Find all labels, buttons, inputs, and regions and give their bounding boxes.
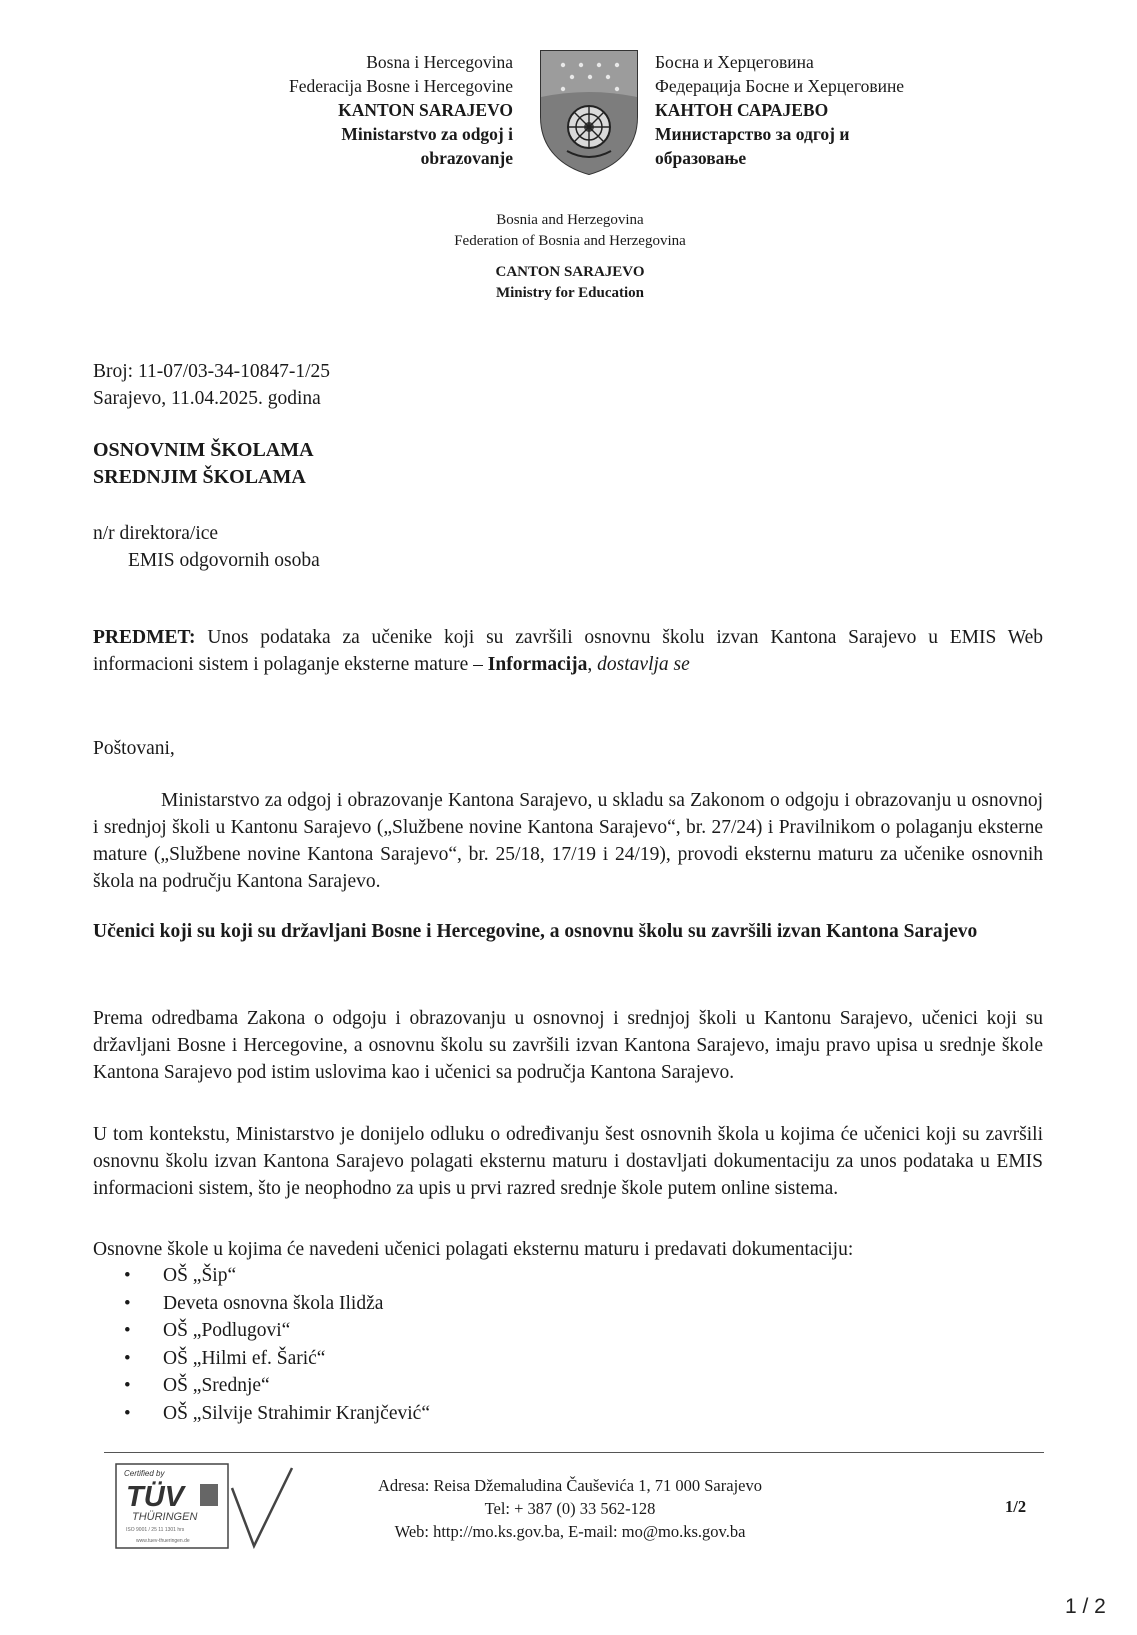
footer-contact xyxy=(340,1474,800,1543)
cert-region-text: THÜRINGEN xyxy=(132,1511,198,1523)
header-right-line5: образовање xyxy=(655,148,747,168)
header-right-line4: Министарство за одгој и xyxy=(655,124,850,144)
header-en-line3: CANTON SARAJEVO xyxy=(495,264,645,280)
list-item: • OŠ „Šip“ xyxy=(120,1262,430,1290)
greeting: Poštovani, xyxy=(93,738,175,759)
attention-line2: EMIS odgovornih osoba xyxy=(128,550,320,571)
header-left-block xyxy=(160,50,513,170)
footer-address: Adresa: Reisa Džemaludina Čauševića 1, 71 000 Sarajevo xyxy=(378,1476,762,1495)
footer-tel: Tel: + 387 (0) 33 562-128 xyxy=(484,1499,656,1518)
paragraph-3: U tom kontekstu, Ministarstvo je donijelo odluku o određivanju šest osnovnih škola u kojima će učenici koji su završili osnovnu školu izvan Kantona Sarajevo polagati eksternu maturu i dostavljati dokumentaciju za unos podataka u EMIS informacioni sistem, što je neophodno za upis u prvi razred srednje škole putem online sistema. xyxy=(93,1124,1043,1199)
subject-bold: Informacija xyxy=(487,654,588,675)
school-list xyxy=(120,1262,430,1427)
document-meta xyxy=(93,358,330,412)
header-left-line5: obrazovanje xyxy=(420,148,513,168)
cert-brand-text: TÜV xyxy=(126,1481,184,1513)
header-en-line1: Bosnia and Herzegovina xyxy=(496,212,644,228)
header-right-line3: КАНТОН САРАЈЕВО xyxy=(655,100,829,120)
subject-text: Unos podataka za učenike koji su završili osnovnu školu izvan Kantona Sarajevo u EMIS Web informacioni sistem i polaganje eksterne mature – xyxy=(93,627,1043,675)
page-number: 1/2 xyxy=(1005,1497,1027,1516)
viewer-page-indicator: 1 / 2 xyxy=(1065,1595,1106,1618)
paragraph-4: Osnovne škole u kojima će navedeni učenici polagati eksternu maturu i predavati dokumentaciju: xyxy=(93,1239,854,1260)
footer-web: Web: http://mo.ks.gov.ba, E-mail: mo@mo.ks.gov.ba xyxy=(394,1522,746,1541)
coat-of-arms-icon xyxy=(535,47,643,177)
tuv-certification-logo-icon xyxy=(114,1460,304,1552)
subject-sep: , xyxy=(587,654,598,675)
header-english-block xyxy=(360,210,780,304)
list-item: • OŠ „Podlugovi“ xyxy=(120,1317,430,1345)
header-left-line2: Federacija Bosne i Hercegovine xyxy=(288,76,513,96)
list-item: • Deveta osnovna škola Ilidža xyxy=(120,1290,430,1318)
recipient-line2: SREDNJIM ŠKOLAMA xyxy=(93,466,306,488)
header-right-line2: Федерација Босне и Херцеговине xyxy=(655,76,905,96)
list-item: • OŠ „Silvije Strahimir Kranjčević“ xyxy=(120,1400,430,1428)
attention-line1: n/r direktora/ice xyxy=(93,523,219,544)
header-en-line2: Federation of Bosnia and Herzegovina xyxy=(454,233,686,249)
section-heading: Učenici koji su koji su državljani Bosne i Hercegovine, a osnovnu školu su završili izvan Kantona Sarajevo xyxy=(93,921,978,942)
header-left-line3: KANTON SARAJEVO xyxy=(338,100,513,120)
paragraph-1: Ministarstvo za odgoj i obrazovanje Kantona Sarajevo, u skladu sa Zakonom o odgoju i obrazovanju u osnovnoj i srednjoj školi u Kantonu Sarajevo („Službene novine Kantona Sarajevo“, br. 27/24) i Pravilnikom o polaganju eksterne mature („Službene novine Kantona Sarajevo“, br. 25/18, 17/19 i 24/19), provodi eksternu maturu za učenike osnovnih škola na području Kantona Sarajevo. xyxy=(93,790,1043,892)
paragraph-2: Prema odredbama Zakona o odgoju i obrazovanju u osnovnoj i srednjoj školi u Kantonu Sarajevo, učenici koji su državljani Bosne i Hercegovine, a osnovnu školu su završili izvan Kantona Sarajevo, imaju pravo upisa u srednje škole Kantona Sarajevo pod istim uslovima kao i učenici sa područja Kantona Sarajevo. xyxy=(93,1008,1043,1083)
document-number: Broj: 11-07/03-34-10847-1/25 xyxy=(93,361,331,382)
subject-italic: dostavlja se xyxy=(597,654,690,675)
list-item: • OŠ „Srednje“ xyxy=(120,1372,430,1400)
document-date: Sarajevo, 11.04.2025. godina xyxy=(93,388,321,409)
subject-label: PREDMET: xyxy=(93,627,196,648)
header-left-line1: Bosna i Hercegovina xyxy=(366,52,513,72)
list-item: • OŠ „Hilmi ef. Šarić“ xyxy=(120,1345,430,1373)
header-right-line1: Босна и Херцеговина xyxy=(655,52,814,72)
cert-url-text: www.tuev-thueringen.de xyxy=(136,1538,190,1544)
cert-certified-text: Certified by xyxy=(124,1469,165,1478)
header-left-line4: Ministarstvo za odgoj i xyxy=(341,124,513,144)
subject-line xyxy=(93,624,1043,678)
recipient-line1: OSNOVNIM ŠKOLAMA xyxy=(93,439,314,461)
header-right-block xyxy=(655,50,1015,170)
attention-block xyxy=(93,520,320,574)
cert-small-text: ISO 9001 / 25 11 1301 hrs xyxy=(126,1527,185,1533)
footer-divider xyxy=(104,1452,1044,1453)
recipients xyxy=(93,437,314,491)
header-en-line4: Ministry for Education xyxy=(495,285,645,301)
